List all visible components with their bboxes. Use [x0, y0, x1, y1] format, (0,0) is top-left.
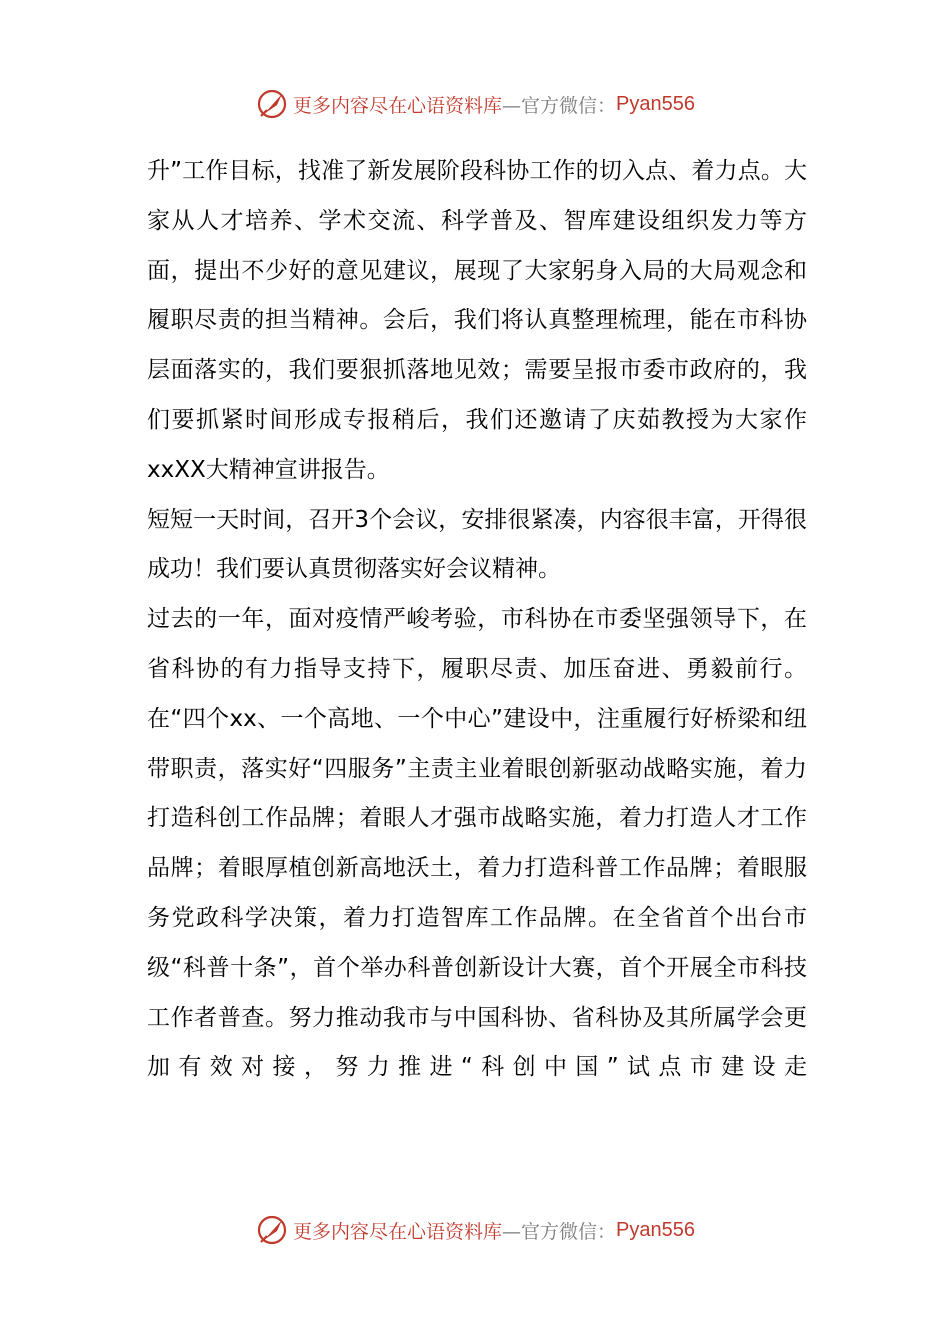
watermark-text-wechat: —官方微信：	[502, 1220, 617, 1243]
footer-watermark	[0, 1210, 950, 1250]
watermark-text-main: 更多内容尽在心语资料库	[293, 1220, 503, 1243]
watermark-text-id: Pyan556	[616, 1218, 695, 1241]
document-body	[147, 147, 807, 1093]
paragraph-2: 短短一天时间，召开3个会议，安排很紧凑，内容很丰富，开得很成功！我们要认真贯彻落实好会议精神。	[147, 506, 807, 583]
paragraph-1: 升”工作目标，找准了新发展阶段科协工作的切入点、着力点。大家从人才培养、学术交流、科学普及、智库建设组织发力等方面，提出不少好的意见建议，展现了大家躬身入局的大局观念和履职尽责的担当精神。会后，我们将认真整理梳理，能在市科协层面落实的，我们要狠抓落地见效；需要呈报市委市政府的，我们要抓紧时间形成专报稍后，我们还邀请了庆茹教授为大家作xxXX大精神宣讲报告。	[147, 158, 807, 483]
paragraph-3: 过去的一年，面对疫情严峻考验，市科协在市委坚强领导下，在省科协的有力指导支持下，履职尽责、加压奋进、勇毅前行。在“四个xx、一个高地、一个中心”建设中，注重履行好桥梁和纽带职责，落实好“四服务”主责主业着眼创新驱动战略实施，着力打造科创工作品牌；着眼人才强市战略实施，着力打造人才工作品牌；着眼厚植创新高地沃土，着力打造科普工作品牌；着眼服务党政科学决策，着力打造智库工作品牌。在全省首个出台市级“科普十条”，首个举办科普创新设计大赛，首个开展全市科技工作者普查。努力推动我市与中国科协、省科协及其所属学会更加有效对接，努力推进“科创中国”试点市建设走	[147, 606, 807, 1081]
quill-logo-icon	[255, 87, 289, 121]
quill-logo-icon	[255, 1213, 289, 1247]
header-watermark	[0, 84, 950, 124]
watermark-text-main: 更多内容尽在心语资料库	[293, 94, 503, 117]
watermark-text-id: Pyan556	[616, 92, 695, 115]
watermark-text-wechat: —官方微信：	[502, 94, 617, 117]
